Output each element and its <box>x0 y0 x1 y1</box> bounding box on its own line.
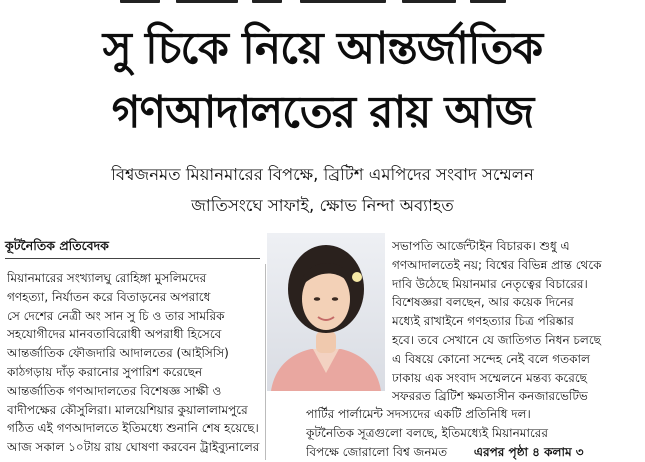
body-line: গণআদালতেই নয়; বিশ্বের বিভিন্ন প্রান্ত থেকে <box>392 257 602 272</box>
body-line: সফররত ব্রিটিশ ক্ষমতাসীন কনজারভেটিভ <box>392 389 588 404</box>
body-line: হবে। তবে সেখানে যে জাতিগত নিধন চলছে <box>392 332 601 347</box>
portrait-photo-icon <box>267 233 385 391</box>
body-line: দাবি উঠেছে মিয়ানমার নেতৃত্বের বিচারের। <box>392 276 588 291</box>
body-line: আন্তর্জাতিক ফৌজদারি আদালতের (আইসিসি) <box>7 346 229 361</box>
body-line: বিশেষজ্ঞরা বলছেন, আর কয়েক দিনের <box>392 295 574 310</box>
body-line: মধ্যেই রাখাইনে গণহত্যার চিত্র পরিষ্কার <box>392 314 574 329</box>
body-line: আজ সকাল ১০টায় রায় ঘোষণা করবেন ট্রাইব্যুনালের <box>7 440 260 455</box>
headline-line-1: সু চিকে নিয়ে আন্তর্জাতিক <box>102 23 543 74</box>
body-line: আন্তর্জাতিক গণআদালতের বিশেষজ্ঞ সাক্ষী ও <box>7 383 222 398</box>
headline-line-2: গণআদালতের রায় আজ <box>111 87 534 138</box>
subheadline-line-2: জাতিসংঘে সাফাই, ক্ষোভ নিন্দা অব্যাহত <box>191 196 454 215</box>
column-divider <box>265 264 266 460</box>
body-line: মিয়ানমারের সংখ্যালঘু রোহিঙ্গা মুসলিমদের <box>7 271 207 285</box>
article-column-left <box>7 269 265 457</box>
article-column-right <box>392 237 640 406</box>
byline: কূটনৈতিক প্রতিবেদক <box>5 238 109 253</box>
body-line: গঠিত এই গণআদালতে ইতিমধ্যে শুনানি শেষ হয়েছে। <box>7 421 259 436</box>
body-line: সভাপতি আর্জেন্টাইন বিচারক। শুধু এ <box>392 239 570 253</box>
body-line: গণহত্যা, নির্যাতন করে বিতাড়নের অপরাধে <box>7 289 211 304</box>
body-line <box>306 443 642 462</box>
body-line: ঢাকায় এক সংবাদ সম্মেলনে মন্তব্য করেছে <box>392 370 587 385</box>
body-line: সহযোগীদের মানবতাবিরোধী অপরাধী হিসেবে <box>7 327 222 342</box>
subheadline-line-1: বিশ্বজনমত মিয়ানমারের বিপক্ষে, ব্রিটিশ এমপিদের সংবাদ সম্মেলন <box>111 165 534 184</box>
byline-underline <box>5 258 260 259</box>
body-line: সে দেশের নেত্রী অং সান সু চি ও তার সামরিক <box>7 308 225 323</box>
cropped-previous-text <box>0 0 645 10</box>
body-line-text: বিপক্ষে জোরালো বিশ্ব জনমত <box>306 444 448 459</box>
portrait-photo <box>267 233 385 391</box>
continued-on-page[interactable]: এরপর পৃষ্ঠা ৪ কলাম ৩ <box>473 444 584 459</box>
body-line: পার্টির পার্লামেন্ট সদস্যদের একটি প্রতিনিধি দল। <box>306 407 531 421</box>
article-column-bottom <box>306 405 642 461</box>
body-line: কাঠগড়ায় দাঁড় করানোর সুপারিশ করেছেন <box>7 364 203 379</box>
body-line: এ বিষয়ে কোনো সন্দেহ নেই বলে গতকাল <box>392 351 590 366</box>
body-line: কূটনৈতিক সূত্রগুলো বলছে, ইতিমধ্যেই মিয়ানমারের <box>306 425 548 440</box>
body-line: বাদীপক্ষের কৌসুলিরা। মালয়েশিয়ার কুয়ালালামপুরে <box>7 402 248 417</box>
